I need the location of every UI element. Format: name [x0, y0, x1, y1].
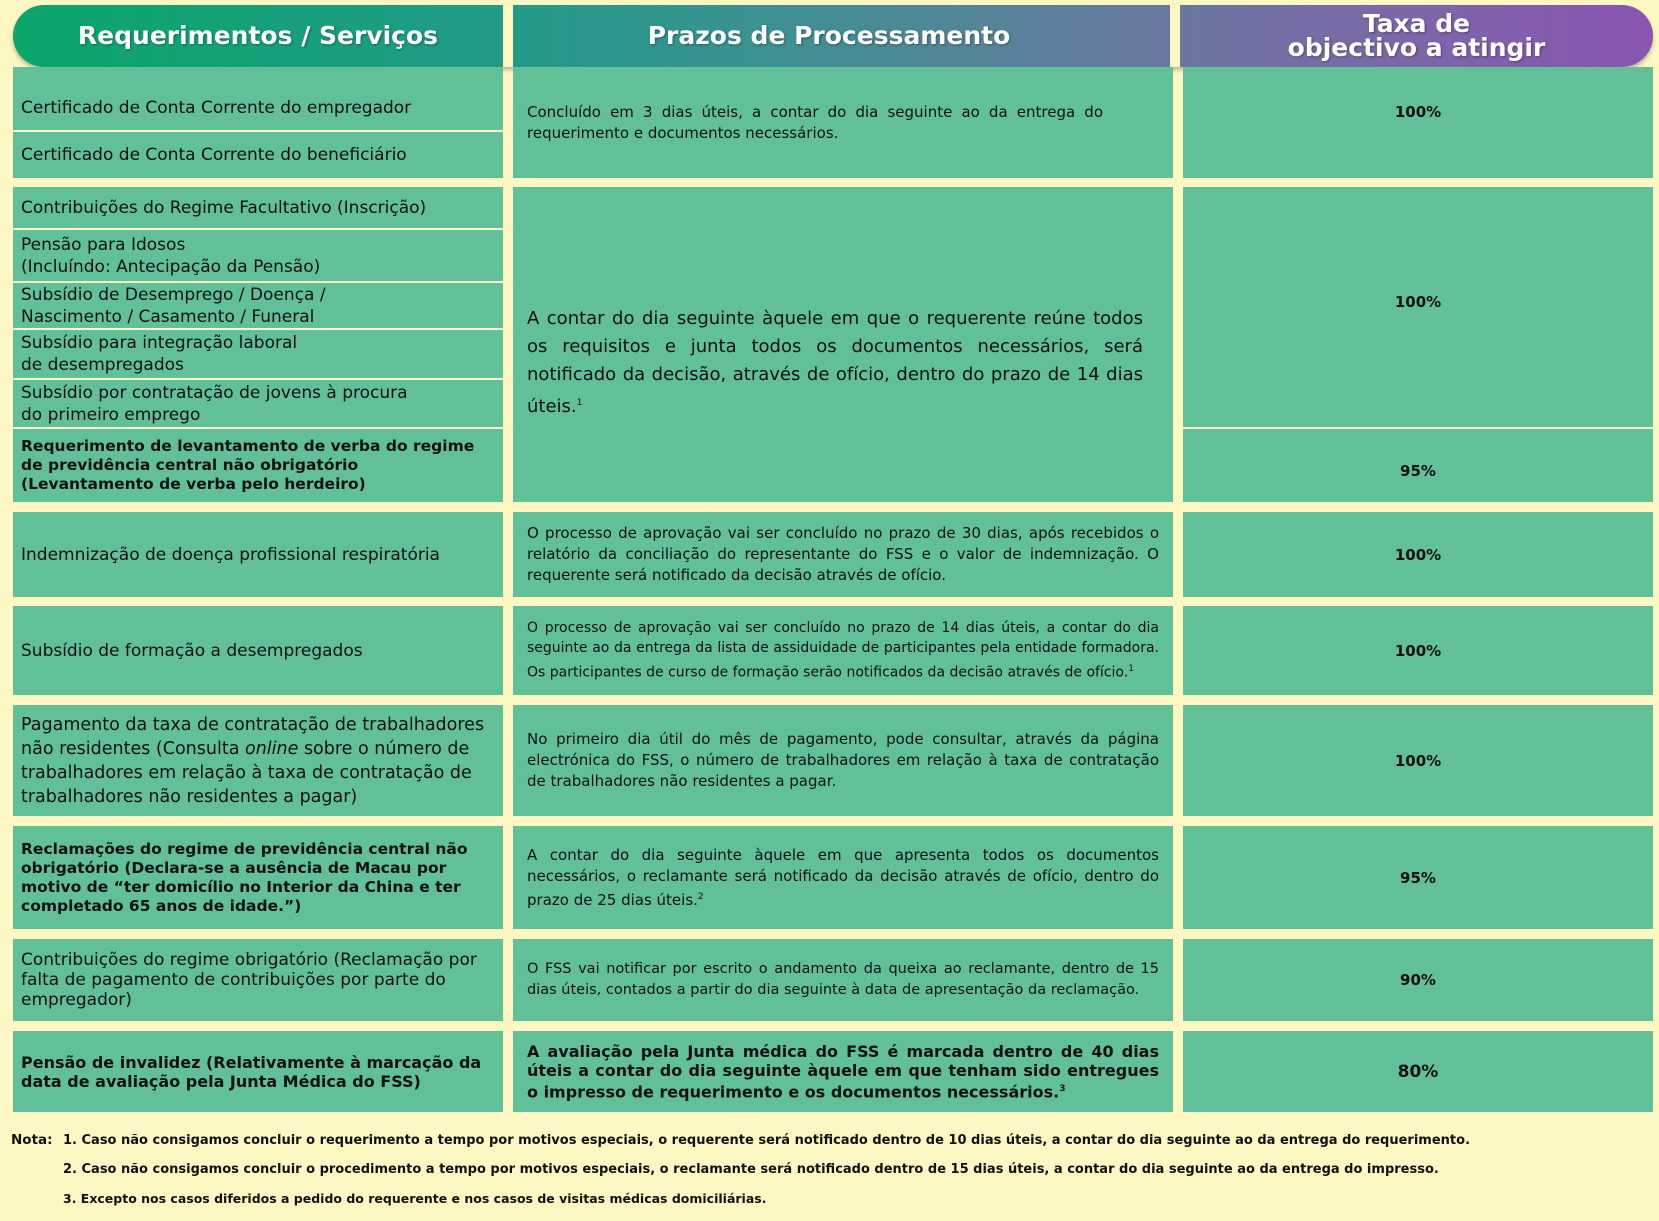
target-rate-cell: 100% [1183, 187, 1653, 427]
target-rate-cell: 80% [1183, 1031, 1653, 1112]
table-row-requirement [13, 230, 503, 281]
table-row-requirement [13, 705, 503, 816]
processing-time-cell: O FSS vai notificar por escrito o andamento da queixa ao reclamante, dentro de 15 dias úteis, contados a partir do dia seguinte à data de apresentação da reclamação. [513, 939, 1173, 1021]
processing-text: O processo de aprovação vai ser concluído no prazo de 14 dias úteis, a contar do dia seguinte ao da entrega da lista de assiduidade de participantes pela entidade formadora. Os participantes de curso de formação serão notificados da decisão através de ofício. [527, 619, 1159, 681]
processing-time-cell [513, 1031, 1173, 1112]
requirement-line: Subsídio para integração laboral [21, 333, 298, 353]
processing-time-cell: Concluído em 3 dias úteis, a contar do dia seguinte ao da entrega do requerimento e documentos necessários. [513, 67, 1173, 178]
requirement-line: (Incluíndo: Antecipação da Pensão) [21, 256, 321, 277]
target-rate-cell: 100% [1183, 606, 1653, 695]
header-target-rate [1180, 5, 1653, 67]
table-row-requirement: Certificado de Conta Corrente do beneficiário [13, 132, 503, 178]
footnote-2: 2. Caso não consigamos concluir o procedimento a tempo por motivos especiais, o reclamante será notificado dentro de 15 dias úteis, a contar do dia seguinte ao da entrega do impresso. [63, 1162, 1439, 1177]
header-target-rate-line1: Taxa de [1362, 9, 1471, 38]
footnote-3: 3. Excepto nos casos diferidos a pedido do requerente e nos casos de visitas médicas domiciliárias. [63, 1191, 767, 1206]
header-requirements: Requerimentos / Serviços [77, 21, 439, 50]
footnote-1: 1. Caso não consigamos concluir o requerimento a tempo por motivos especiais, o requerente será notificado dentro de 10 dias úteis, a contar do dia seguinte ao da entrega do requerimento. [63, 1133, 1471, 1148]
table-row-requirement: Pensão de invalidez (Relativamente à marcação da data de avaliação pela Junta Médica do FSS) [13, 1031, 503, 1112]
requirement-line: do primeiro emprego [21, 404, 201, 425]
target-rate-cell: 100% [1183, 512, 1653, 597]
table-row-requirement: Reclamações do regime de previdência central não obrigatório (Declara-se a ausência de Macau por motivo de “ter domicílio no Interior da China e ter completado 65 anos de idade.”) [13, 826, 503, 929]
target-rate-cell: 100% [1183, 705, 1653, 816]
target-rate-cell: 90% [1183, 939, 1653, 1021]
requirement-line: de desempregados [21, 355, 184, 375]
processing-time-cell: O processo de aprovação vai ser concluído no prazo de 30 dias, após recebidos o relatório da conciliação do representante do FSS e o valor de indemnização. O requerente será notificado da decisão através de ofício. [513, 512, 1173, 597]
table-row-requirement: Indemnização de doença profissional respiratória [13, 512, 503, 597]
requirement-line: Pensão para Idosos [21, 234, 186, 255]
header-divider [1170, 5, 1180, 67]
table-row-requirement: Certificado de Conta Corrente do empregador [13, 67, 503, 130]
processing-text: A avaliação pela Junta médica do FSS é marcada dentro de 40 dias úteis a contar do dia seguinte àquele em que tenham sido entregues o impresso de requerimento e os documentos necessários. [527, 1041, 1159, 1102]
footnote-ref: 1 [576, 398, 583, 408]
notes-label: Nota: [11, 1132, 53, 1148]
processing-time-cell: No primeiro dia útil do mês de pagamento, pode consultar, através da página electrónica do FSS, o número de trabalhadores em relação à taxa de contratação de trabalhadores não residentes a pagar. [513, 705, 1173, 816]
target-rate-cell: 95% [1183, 826, 1653, 929]
processing-text: A contar do dia seguinte àquele em que apresenta todos os documentos necessários, o reclamante será notificado da decisão através de ofício, dentro do prazo de 25 dias úteis. [527, 845, 1159, 909]
processing-time-cell [513, 826, 1173, 929]
processing-text: A contar do dia seguinte àquele em que o requerente reúne todos os requisitos e junta todos os documentos necessários, será notificado da decisão, através de ofício, dentro do prazo de 14 dias úteis. [527, 308, 1143, 417]
table-row-requirement: Contribuições do Regime Facultativo (Inscrição) [13, 187, 503, 228]
requirement-emphasis: online [244, 738, 299, 759]
processing-time-cell [513, 606, 1173, 695]
table-row-requirement [13, 283, 503, 328]
table-row-requirement: Subsídio de formação a desempregados [13, 606, 503, 695]
table-row-requirement [13, 330, 503, 378]
target-rate-cell: 100% [1183, 67, 1653, 178]
table-header [13, 5, 1653, 67]
header-divider [503, 5, 513, 67]
footnote-ref: 1 [1128, 663, 1134, 674]
footnote-ref: 3 [1059, 1083, 1066, 1094]
requirement-line: Subsídio por contratação de jovens à procura [21, 382, 408, 403]
table-row-requirement: Contribuições do regime obrigatório (Reclamação por falta de pagamento de contribuições por parte do empregador) [13, 939, 503, 1021]
table-row-requirement: Requerimento de levantamento de verba do regime de previdência central não obrigatório (Levantamento de verba pelo herdeiro) [13, 429, 503, 502]
footnote-ref: 2 [697, 891, 704, 902]
requirement-line: Subsídio de Desemprego / Doença / [21, 284, 326, 305]
processing-time-cell [513, 187, 1173, 502]
header-processing-time: Prazos de Processamento [647, 21, 1011, 50]
requirement-text: Pagamento da taxa de contratação de trabalhadores não residentes (Consulta [21, 714, 485, 759]
header-target-rate-line2: objectivo a atingir [1287, 33, 1546, 62]
target-rate-cell: 95% [1183, 429, 1653, 502]
requirement-line: Nascimento / Casamento / Funeral [21, 306, 315, 327]
table-row-requirement [13, 380, 503, 427]
requirement-text: sobre o número de trabalhadores em relação à taxa de contratação de trabalhadores não residentes a pagar) [21, 738, 472, 807]
